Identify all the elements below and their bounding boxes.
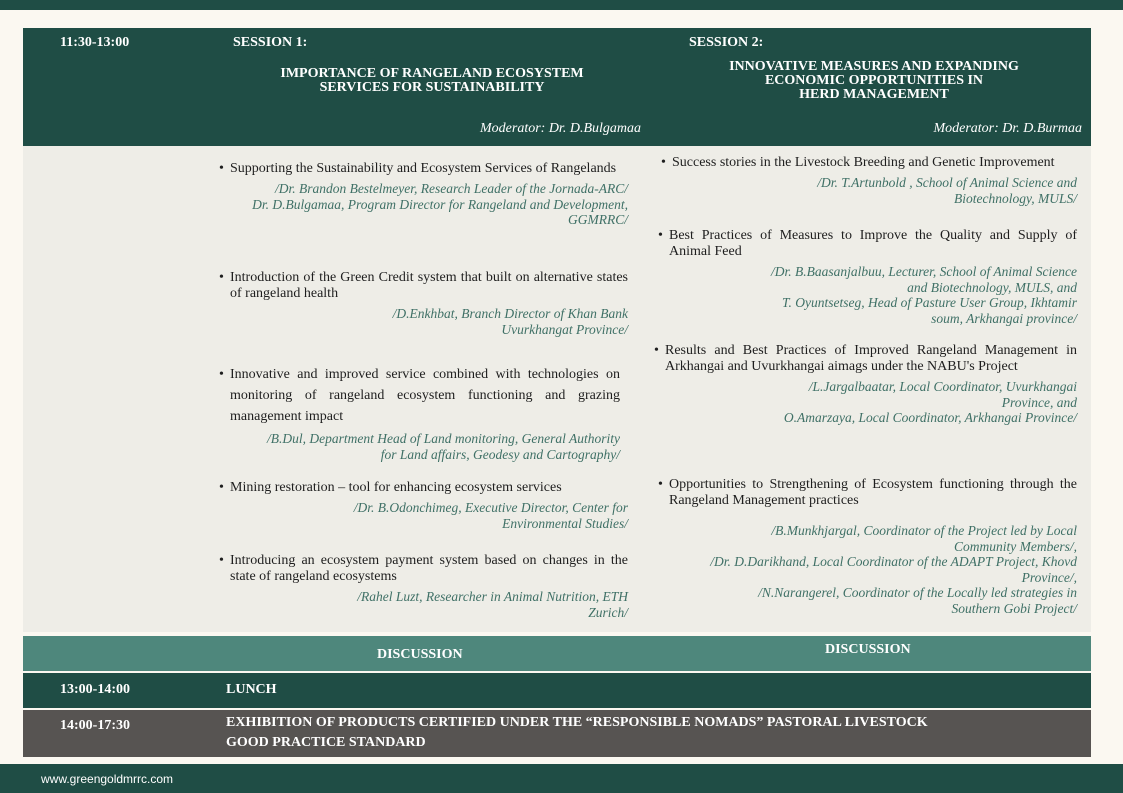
session1-item <box>219 553 628 620</box>
item-title: Opportunities to Strengthening of Ecosystem functioning through the Rangeland Management practices <box>669 477 1077 508</box>
item-citation: O.Amarzaya, Local Coordinator, Arkhangai Province/ <box>783 410 1077 425</box>
item-title: Success stories in the Livestock Breeding and Genetic Improvement <box>672 155 1055 170</box>
sessions-content <box>23 146 1091 632</box>
session1-item <box>219 270 628 337</box>
session1-title <box>225 67 639 95</box>
session2-title-line2: ECONOMIC OPPORTUNITIES IN <box>764 73 984 88</box>
item-citation: /Rahel Luzt, Researcher in Animal Nutrition, ETH Zurich/ <box>357 589 628 620</box>
session2-item <box>658 477 1077 616</box>
bullet-icon: • <box>658 228 663 243</box>
bullet-icon: • <box>654 343 659 358</box>
lunch-label: LUNCH <box>226 682 277 697</box>
item-title: Supporting the Sustainability and Ecosystem Services of Rangelands <box>230 161 617 176</box>
exhibition-time: 14:00-17:30 <box>60 718 130 733</box>
item-title: Introducing an ecosystem payment system based on changes in the state of rangeland ecosystems <box>230 553 628 584</box>
session2-title <box>681 60 1067 102</box>
item-citation: /Dr. B.Baasanjalbuu, Lecturer, School of Animal Science and Biotechnology, MULS, and <box>771 264 1077 295</box>
bullet-icon: • <box>661 155 666 170</box>
footer-bar <box>0 764 1123 793</box>
session-time: 11:30-13:00 <box>60 35 130 50</box>
session1-moderator: Moderator: Dr. D.Bulgamaa <box>480 121 641 136</box>
bullet-icon: • <box>219 553 224 568</box>
exhibition-title <box>226 713 928 753</box>
session1-label: SESSION 1: <box>233 35 308 50</box>
item-citation: /Dr. Brandon Bestelmeyer, Research Leader of the Jornada-ARC/ <box>274 181 628 196</box>
bullet-icon: • <box>219 480 224 495</box>
bullet-icon: • <box>219 270 224 285</box>
item-citation: /B.Munkhjargal, Coordinator of the Project led by Local Community Members/, <box>771 523 1077 554</box>
website-link[interactable]: www.greengoldmrrc.com <box>41 772 174 786</box>
bullet-icon: • <box>219 161 224 176</box>
lunch-row <box>23 673 1091 708</box>
item-citation: /Dr. T.Artunbold , School of Animal Science and Biotechnology, MULS/ <box>817 175 1077 206</box>
exhibition-row <box>23 710 1091 757</box>
session1-title-line1: IMPORTANCE OF RANGELAND ECOSYSTEM <box>280 66 584 81</box>
exhibition-title-line2: GOOD PRACTICE STANDARD <box>226 735 426 750</box>
session2-label: SESSION 2: <box>689 35 764 50</box>
item-citation: /N.Narangerel, Coordinator of the Locally led strategies in Southern Gobi Project/ <box>758 585 1077 616</box>
item-title: Results and Best Practices of Improved Rangeland Management in Arkhangai and Uvurkhangai aimags under the NABU's Project <box>665 343 1077 374</box>
session1-item <box>219 161 628 228</box>
exhibition-title-line1: EXHIBITION OF PRODUCTS CERTIFIED UNDER THE “RESPONSIBLE NOMADS” PASTORAL LIVESTOCK <box>226 715 928 730</box>
discussion-row <box>23 636 1091 671</box>
session1-item <box>219 364 620 463</box>
item-citation: /L.Jargalbaatar, Local Coordinator, Uvurkhangai Province, and <box>808 379 1077 410</box>
item-title: Introduction of the Green Credit system that built on alternative states of rangeland health <box>230 270 628 301</box>
bullet-icon: • <box>658 477 663 492</box>
item-citation: /Dr. B.Odonchimeg, Executive Director, Center for Environmental Studies/ <box>353 500 628 531</box>
session2-item <box>658 228 1077 326</box>
discussion-label-session2: DISCUSSION <box>825 642 911 657</box>
item-citation: /Dr. D.Darikhand, Local Coordinator of the ADAPT Project, Khovd Province/, <box>710 554 1077 585</box>
sessions-header <box>23 28 1091 146</box>
item-citation: Dr. D.Bulgamaa, Program Director for Rangeland and Development, GGMRRC/ <box>252 196 628 227</box>
session2-title-line1: INNOVATIVE MEASURES AND EXPANDING <box>729 59 1019 74</box>
item-title: Innovative and improved service combined with technologies on monitoring of rangeland ecosystem functioning and grazing management impact <box>230 367 620 424</box>
item-citation: /B.Dul, Department Head of Land monitoring, General Authority for Land affairs, Geodesy and Cartography/ <box>267 431 620 462</box>
session1-item <box>219 480 628 531</box>
discussion-label-session1: DISCUSSION <box>377 647 463 662</box>
session2-item <box>654 343 1077 426</box>
session2-moderator: Moderator: Dr. D.Burmaa <box>933 121 1082 136</box>
top-bar <box>0 0 1123 10</box>
session2-item <box>661 155 1077 206</box>
session2-title-line3: HERD MANAGEMENT <box>799 87 949 102</box>
lunch-time: 13:00-14:00 <box>60 682 130 697</box>
item-title: Best Practices of Measures to Improve the Quality and Supply of Animal Feed <box>669 228 1077 259</box>
item-title: Mining restoration – tool for enhancing ecosystem services <box>230 480 562 495</box>
item-citation: T. Oyuntsetseg, Head of Pasture User Group, Ikhtamir soum, Arkhangai province/ <box>782 295 1077 326</box>
session1-title-line2: SERVICES FOR SUSTAINABILITY <box>319 80 545 95</box>
item-citation: /D.Enkhbat, Branch Director of Khan Bank Uvurkhangat Province/ <box>392 306 628 337</box>
bullet-icon: • <box>219 367 224 382</box>
